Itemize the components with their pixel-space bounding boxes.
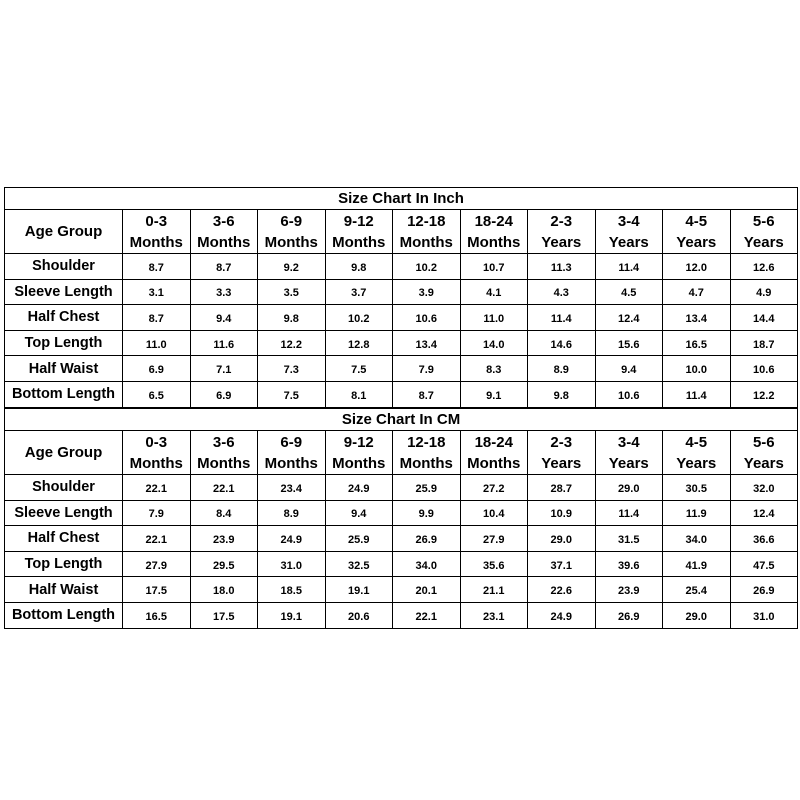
- table-cell: 27.9: [460, 526, 528, 552]
- table-cell: 9.4: [190, 305, 258, 331]
- table-cell: 21.1: [460, 577, 528, 603]
- table-cell: 22.1: [393, 602, 461, 628]
- row-label: Half Chest: [5, 305, 123, 331]
- table-cell: 3.3: [190, 279, 258, 305]
- table-title: Size Chart In Inch: [5, 188, 798, 210]
- column-header: [730, 210, 798, 254]
- table-cell: 25.9: [393, 475, 461, 501]
- column-header-range: 2-3: [550, 212, 573, 230]
- table-cell: 12.2: [730, 381, 798, 407]
- table-cell: 12.6: [730, 254, 798, 280]
- table-cell: 10.9: [528, 500, 596, 526]
- table-cell: 34.0: [663, 526, 731, 552]
- table-cell: 7.9: [393, 356, 461, 382]
- table-cell: 20.6: [325, 602, 393, 628]
- row-label: Top Length: [5, 330, 123, 356]
- table-cell: 28.7: [528, 475, 596, 501]
- table-cell: 10.6: [730, 356, 798, 382]
- table-cell: 12.2: [258, 330, 326, 356]
- column-header: [730, 431, 798, 475]
- column-header: [460, 210, 528, 254]
- table-cell: 11.3: [528, 254, 596, 280]
- table-cell: 11.4: [595, 254, 663, 280]
- table-cell: 4.7: [663, 279, 731, 305]
- table-cell: 6.9: [123, 356, 191, 382]
- table-cell: 8.3: [460, 356, 528, 382]
- column-header-range: 3-6: [212, 433, 235, 451]
- column-header: [663, 210, 731, 254]
- column-header-range: 6-9: [280, 212, 303, 230]
- table-cell: 10.6: [595, 381, 663, 407]
- table-cell: 22.6: [528, 577, 596, 603]
- table-cell: 31.0: [258, 551, 326, 577]
- table-cell: 34.0: [393, 551, 461, 577]
- table-cell: 9.4: [325, 500, 393, 526]
- column-header: [460, 431, 528, 475]
- table-cell: 22.1: [190, 475, 258, 501]
- table-cell: 20.1: [393, 577, 461, 603]
- table-cell: 18.0: [190, 577, 258, 603]
- table-cell: 11.4: [528, 305, 596, 331]
- column-header-range: 4-5: [685, 433, 708, 451]
- table-cell: 26.9: [730, 577, 798, 603]
- row-label: Sleeve Length: [5, 279, 123, 305]
- table-cell: 39.6: [595, 551, 663, 577]
- table-cell: 8.7: [190, 254, 258, 280]
- column-header-range: 9-12: [343, 212, 374, 230]
- column-header-range: 18-24: [474, 212, 513, 230]
- table-cell: 3.5: [258, 279, 326, 305]
- table-cell: 8.4: [190, 500, 258, 526]
- column-header-unit: Years: [541, 454, 582, 472]
- column-header-unit: Months: [197, 233, 251, 251]
- column-header: [123, 210, 191, 254]
- age-group-header: Age Group: [5, 431, 123, 475]
- table-row: [5, 602, 798, 628]
- table-cell: 11.9: [663, 500, 731, 526]
- table-row: [5, 381, 798, 407]
- table-cell: 31.5: [595, 526, 663, 552]
- column-header-unit: Months: [399, 233, 453, 251]
- column-header: [123, 431, 191, 475]
- table-title: Size Chart In CM: [5, 409, 798, 431]
- column-header-unit: Months: [264, 233, 318, 251]
- row-label: Top Length: [5, 551, 123, 577]
- column-header-unit: Years: [743, 233, 784, 251]
- table-cell: 9.9: [393, 500, 461, 526]
- column-header: [190, 431, 258, 475]
- table-cell: 11.4: [595, 500, 663, 526]
- column-header: [528, 210, 596, 254]
- table-row: [5, 475, 798, 501]
- column-header-unit: Months: [467, 233, 521, 251]
- table-cell: 29.0: [528, 526, 596, 552]
- column-header: [663, 431, 731, 475]
- table-cell: 23.9: [595, 577, 663, 603]
- table-cell: 4.9: [730, 279, 798, 305]
- table-row: [5, 330, 798, 356]
- table-cell: 27.9: [123, 551, 191, 577]
- column-header-unit: Months: [332, 233, 386, 251]
- table-row: [5, 254, 798, 280]
- table-cell: 25.9: [325, 526, 393, 552]
- table-cell: 10.4: [460, 500, 528, 526]
- column-header-range: 12-18: [407, 212, 446, 230]
- column-header-range: 12-18: [407, 433, 446, 451]
- column-header-range: 0-3: [145, 433, 168, 451]
- column-header-unit: Years: [743, 454, 784, 472]
- table-cell: 41.9: [663, 551, 731, 577]
- table-cell: 12.4: [730, 500, 798, 526]
- table-cell: 29.5: [190, 551, 258, 577]
- column-header-range: 5-6: [752, 433, 775, 451]
- table-cell: 8.7: [123, 254, 191, 280]
- table-cell: 7.5: [325, 356, 393, 382]
- table-cell: 3.7: [325, 279, 393, 305]
- table-cell: 24.9: [258, 526, 326, 552]
- table-cell: 11.0: [460, 305, 528, 331]
- table-row: [5, 305, 798, 331]
- row-label: Sleeve Length: [5, 500, 123, 526]
- column-header: [528, 431, 596, 475]
- table-cell: 8.9: [258, 500, 326, 526]
- column-header: [595, 431, 663, 475]
- table-cell: 7.9: [123, 500, 191, 526]
- table-row: [5, 500, 798, 526]
- table-cell: 19.1: [258, 602, 326, 628]
- table-cell: 15.6: [595, 330, 663, 356]
- column-header: [393, 431, 461, 475]
- column-header-unit: Months: [197, 454, 251, 472]
- column-header-unit: Months: [129, 454, 183, 472]
- table-row: [5, 356, 798, 382]
- column-header-unit: Years: [676, 233, 717, 251]
- row-label: Bottom Length: [5, 381, 123, 407]
- table-cell: 3.1: [123, 279, 191, 305]
- table-cell: 26.9: [393, 526, 461, 552]
- table-cell: 47.5: [730, 551, 798, 577]
- column-header-range: 3-4: [617, 212, 640, 230]
- column-header-unit: Years: [676, 454, 717, 472]
- table-cell: 7.1: [190, 356, 258, 382]
- table-cell: 12.0: [663, 254, 731, 280]
- column-header-range: 0-3: [145, 212, 168, 230]
- table-cell: 4.5: [595, 279, 663, 305]
- row-label: Half Chest: [5, 526, 123, 552]
- table-cell: 24.9: [528, 602, 596, 628]
- row-label: Bottom Length: [5, 602, 123, 628]
- table-cell: 11.4: [663, 381, 731, 407]
- column-header-unit: Months: [264, 454, 318, 472]
- column-header-unit: Years: [608, 454, 649, 472]
- table-cell: 12.4: [595, 305, 663, 331]
- table-cell: 10.2: [393, 254, 461, 280]
- column-header-range: 3-6: [212, 212, 235, 230]
- table-cell: 29.0: [595, 475, 663, 501]
- table-cell: 23.1: [460, 602, 528, 628]
- table-cell: 9.4: [595, 356, 663, 382]
- table-cell: 32.5: [325, 551, 393, 577]
- table-cell: 18.5: [258, 577, 326, 603]
- table-cell: 9.8: [528, 381, 596, 407]
- column-header: [325, 431, 393, 475]
- table-cell: 10.7: [460, 254, 528, 280]
- table-cell: 22.1: [123, 475, 191, 501]
- table-row: [5, 526, 798, 552]
- column-header: [325, 210, 393, 254]
- column-header-unit: Months: [467, 454, 521, 472]
- table-cell: 8.9: [528, 356, 596, 382]
- table-cell: 6.5: [123, 381, 191, 407]
- table-cell: 9.8: [325, 254, 393, 280]
- table-cell: 12.8: [325, 330, 393, 356]
- column-header: [595, 210, 663, 254]
- table-cell: 36.6: [730, 526, 798, 552]
- row-label: Half Waist: [5, 356, 123, 382]
- table-cell: 16.5: [123, 602, 191, 628]
- table-cell: 9.1: [460, 381, 528, 407]
- table-cell: 7.3: [258, 356, 326, 382]
- table-cell: 8.7: [123, 305, 191, 331]
- table-cell: 8.7: [393, 381, 461, 407]
- row-label: Half Waist: [5, 577, 123, 603]
- table-cell: 23.9: [190, 526, 258, 552]
- column-header-unit: Months: [332, 454, 386, 472]
- table-cell: 10.6: [393, 305, 461, 331]
- table-cell: 9.2: [258, 254, 326, 280]
- table-cell: 25.4: [663, 577, 731, 603]
- column-header-range: 9-12: [343, 433, 374, 451]
- table-cell: 22.1: [123, 526, 191, 552]
- table-cell: 14.6: [528, 330, 596, 356]
- table-cell: 4.3: [528, 279, 596, 305]
- table-cell: 11.6: [190, 330, 258, 356]
- table-cell: 23.4: [258, 475, 326, 501]
- column-header-unit: Months: [129, 233, 183, 251]
- table-cell: 6.9: [190, 381, 258, 407]
- table-cell: 14.0: [460, 330, 528, 356]
- table-cell: 24.9: [325, 475, 393, 501]
- column-header-unit: Years: [608, 233, 649, 251]
- table-cell: 3.9: [393, 279, 461, 305]
- table-cell: 27.2: [460, 475, 528, 501]
- table-cell: 13.4: [663, 305, 731, 331]
- table-cell: 7.5: [258, 381, 326, 407]
- table-cell: 4.1: [460, 279, 528, 305]
- column-header-range: 18-24: [474, 433, 513, 451]
- column-header-unit: Years: [541, 233, 582, 251]
- table-cell: 19.1: [325, 577, 393, 603]
- size-chart-inch-table: [4, 187, 798, 408]
- row-label: Shoulder: [5, 254, 123, 280]
- table-cell: 10.2: [325, 305, 393, 331]
- table-cell: 13.4: [393, 330, 461, 356]
- table-cell: 16.5: [663, 330, 731, 356]
- column-header-range: 4-5: [685, 212, 708, 230]
- table-cell: 18.7: [730, 330, 798, 356]
- column-header-range: 2-3: [550, 433, 573, 451]
- table-cell: 8.1: [325, 381, 393, 407]
- column-header-range: 3-4: [617, 433, 640, 451]
- table-cell: 11.0: [123, 330, 191, 356]
- column-header-range: 6-9: [280, 433, 303, 451]
- table-cell: 9.8: [258, 305, 326, 331]
- column-header: [258, 210, 326, 254]
- table-cell: 17.5: [123, 577, 191, 603]
- table-cell: 29.0: [663, 602, 731, 628]
- column-header-range: 5-6: [752, 212, 775, 230]
- table-cell: 30.5: [663, 475, 731, 501]
- row-label: Shoulder: [5, 475, 123, 501]
- table-cell: 37.1: [528, 551, 596, 577]
- table-cell: 17.5: [190, 602, 258, 628]
- table-cell: 26.9: [595, 602, 663, 628]
- column-header: [190, 210, 258, 254]
- table-cell: 10.0: [663, 356, 731, 382]
- table-cell: 14.4: [730, 305, 798, 331]
- table-row: [5, 551, 798, 577]
- column-header: [393, 210, 461, 254]
- column-header: [258, 431, 326, 475]
- table-row: [5, 577, 798, 603]
- table-cell: 35.6: [460, 551, 528, 577]
- table-row: [5, 279, 798, 305]
- size-chart-cm-table: [4, 408, 798, 629]
- age-group-header: Age Group: [5, 210, 123, 254]
- table-cell: 31.0: [730, 602, 798, 628]
- table-cell: 32.0: [730, 475, 798, 501]
- column-header-unit: Months: [399, 454, 453, 472]
